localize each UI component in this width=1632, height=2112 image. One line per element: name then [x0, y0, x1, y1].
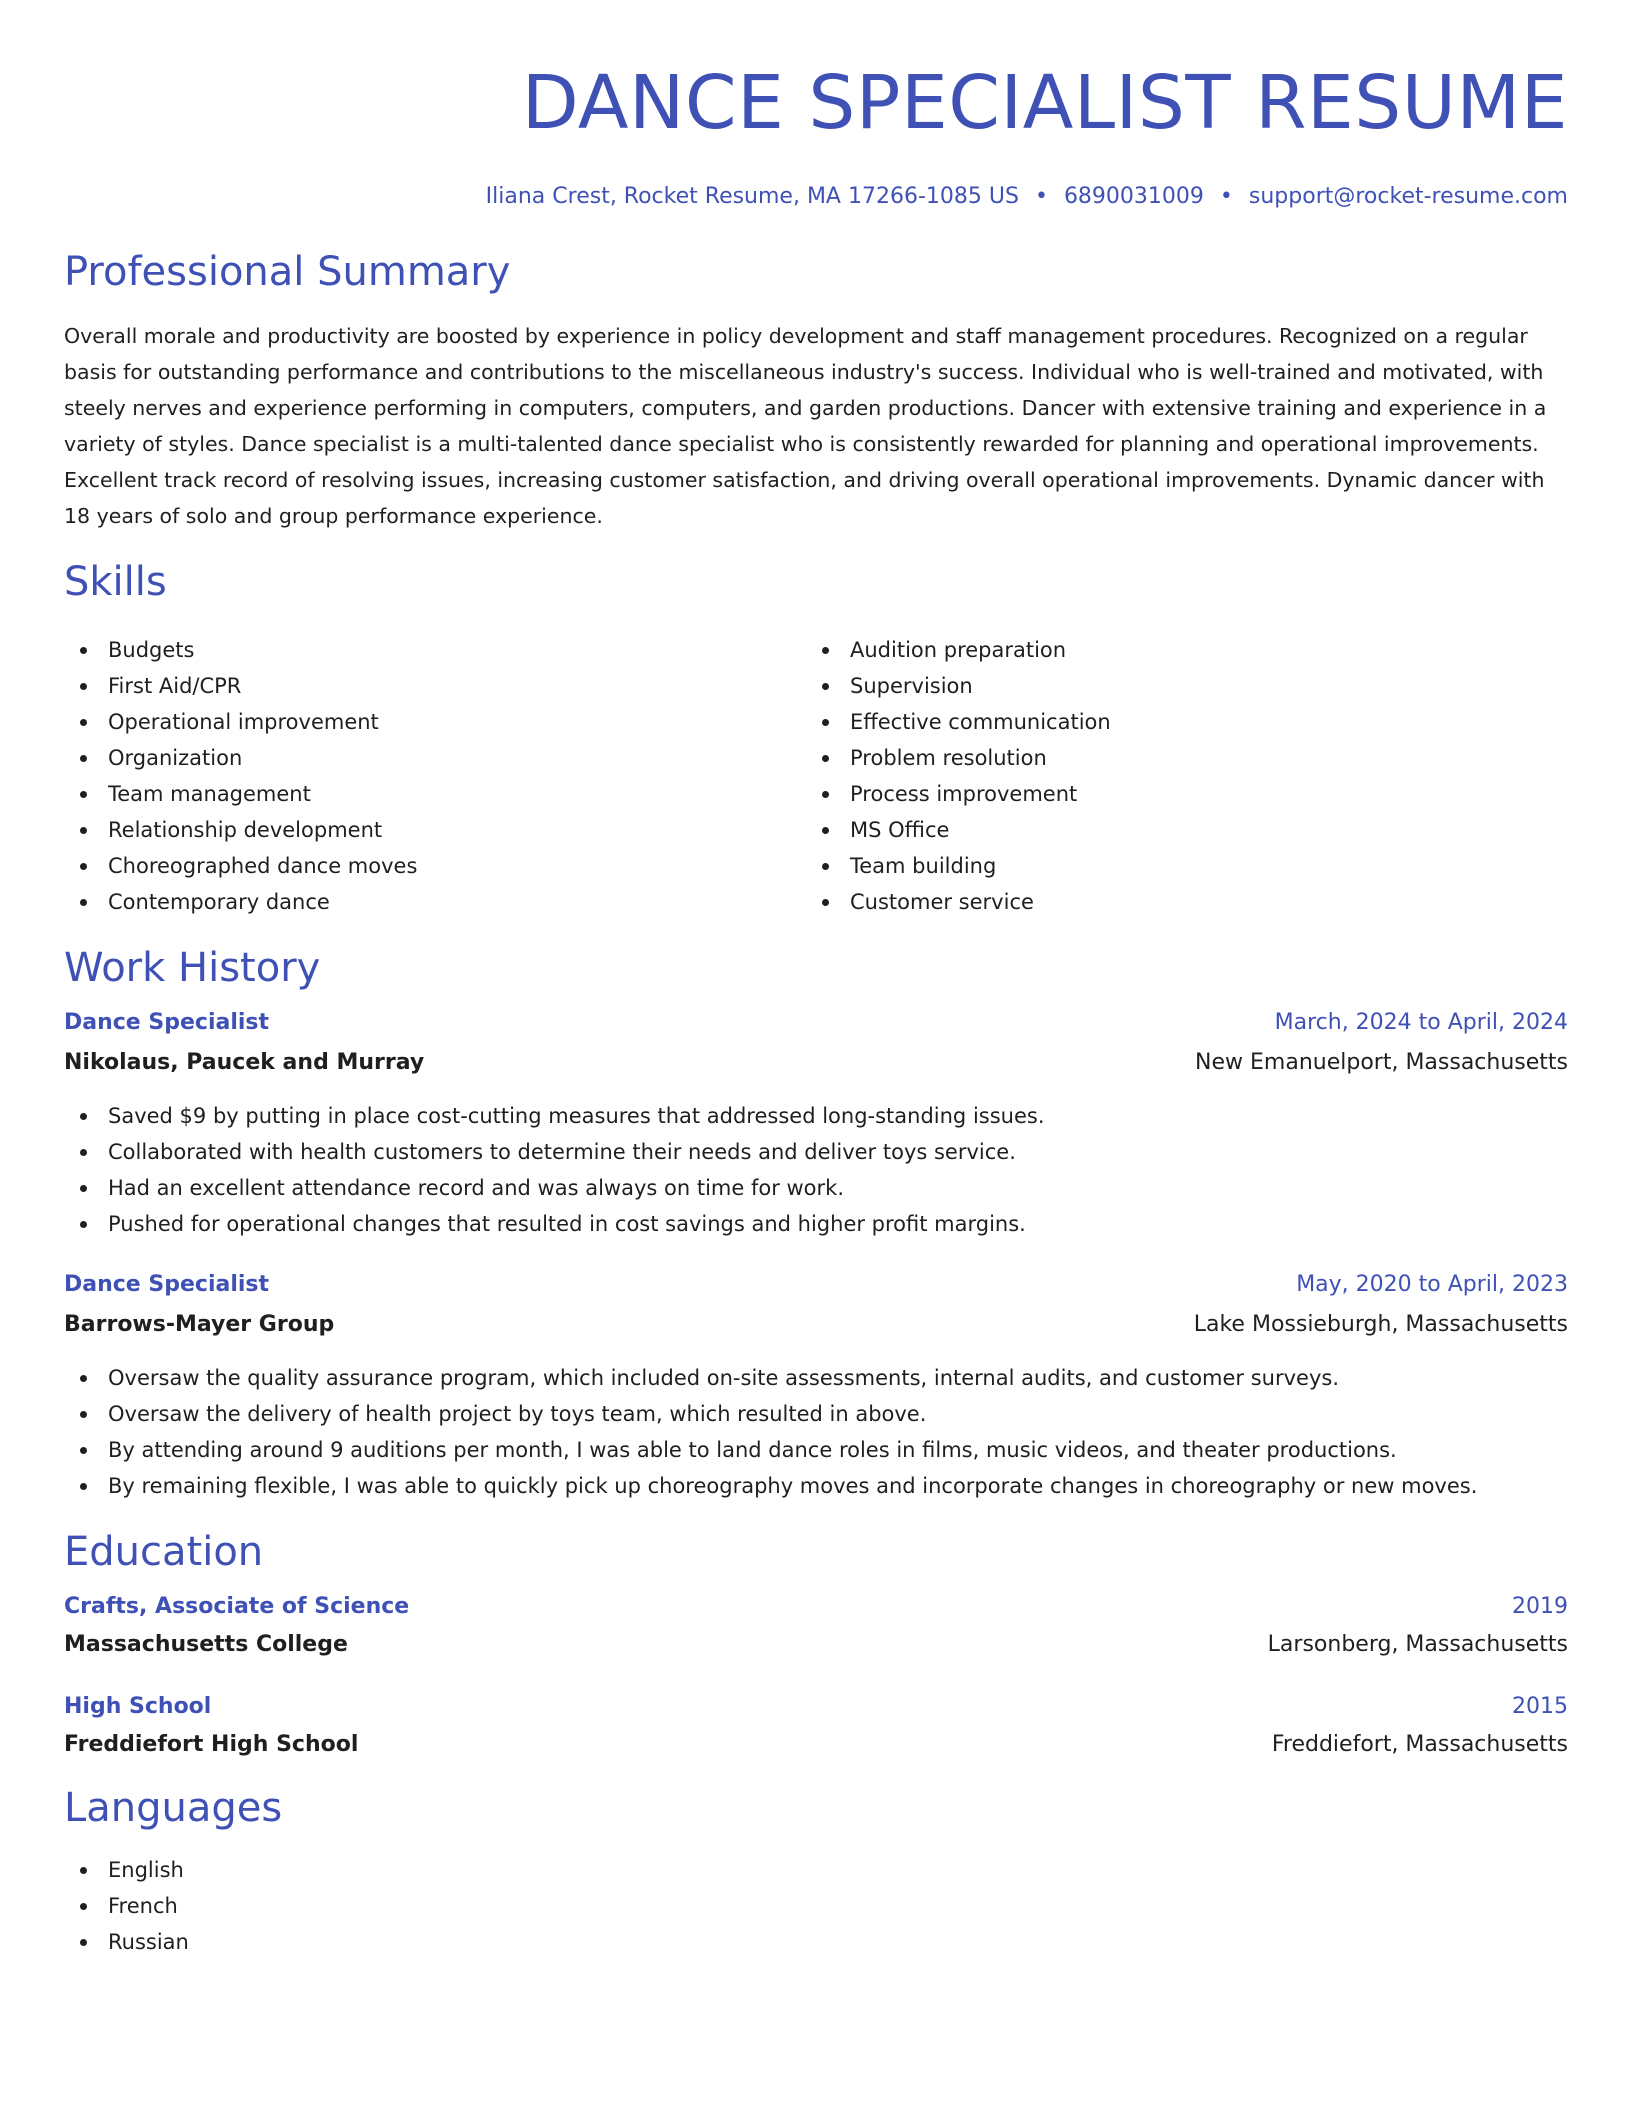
education-location: Freddiefort, Massachusetts	[1271, 1732, 1568, 1757]
education-year: 2019	[1512, 1594, 1568, 1619]
language-item: Russian	[64, 1924, 1568, 1960]
education-school: Freddiefort High School	[64, 1732, 359, 1757]
job-bullet: Pushed for operational changes that resulted in cost savings and higher profit margins.	[64, 1206, 1568, 1242]
education-entry	[64, 1692, 1568, 1760]
job-location: New Emanuelport, Massachusetts	[1195, 1050, 1568, 1075]
languages-list	[64, 1852, 1568, 1960]
skills-column-left	[64, 632, 806, 920]
job-bullet: Oversaw the delivery of health project by toys team, which resulted in above.	[64, 1396, 1568, 1432]
contact-separator: •	[1034, 184, 1048, 209]
job-bullets	[64, 1098, 1568, 1242]
education-location: Larsonberg, Massachusetts	[1267, 1632, 1568, 1657]
skill-item: Operational improvement	[64, 704, 806, 740]
resume-title: DANCE SPECIALIST RESUME	[521, 60, 1568, 146]
job-dates: May, 2020 to April, 2023	[1296, 1272, 1568, 1297]
job-bullet: Collaborated with health customers to determine their needs and deliver toys service.	[64, 1134, 1568, 1170]
resume-page	[64, 0, 1568, 1960]
language-item: French	[64, 1888, 1568, 1924]
skill-item: Supervision	[806, 668, 1548, 704]
skills-column-right	[806, 632, 1548, 920]
work-heading: Work History	[64, 945, 321, 991]
contact-separator: •	[1219, 184, 1233, 209]
contact-line	[64, 182, 1568, 212]
job-bullet: Had an excellent attendance record and was always on time for work.	[64, 1170, 1568, 1206]
languages-heading: Languages	[64, 1785, 283, 1831]
job-title: Dance Specialist	[64, 1010, 270, 1035]
education-degree: Crafts, Associate of Science	[64, 1594, 410, 1619]
job-company: Nikolaus, Paucek and Murray	[64, 1050, 425, 1075]
skill-item: First Aid/CPR	[64, 668, 806, 704]
skill-item: Team building	[806, 848, 1548, 884]
job-entry	[64, 1270, 1568, 1504]
skills-heading: Skills	[64, 559, 167, 605]
job-bullet: Saved $9 by putting in place cost-cutting measures that addressed long-standing issues.	[64, 1098, 1568, 1134]
job-bullet: Oversaw the quality assurance program, which included on-site assessments, internal audits, and customer surveys.	[64, 1360, 1568, 1396]
education-heading: Education	[64, 1529, 264, 1575]
job-bullets	[64, 1360, 1568, 1504]
skill-item: Organization	[64, 740, 806, 776]
job-location: Lake Mossieburgh, Massachusetts	[1193, 1312, 1568, 1337]
education-year: 2015	[1512, 1694, 1568, 1719]
contact-phone: 6890031009	[1063, 184, 1204, 209]
job-bullet: By attending around 9 auditions per month, I was able to land dance roles in films, music videos, and theater productions.	[64, 1432, 1568, 1468]
skills-list	[64, 632, 1568, 920]
skill-item: Choreographed dance moves	[64, 848, 806, 884]
education-degree: High School	[64, 1694, 212, 1719]
skill-item: Audition preparation	[806, 632, 1548, 668]
skill-item: Customer service	[806, 884, 1548, 920]
education-entry	[64, 1592, 1568, 1660]
skill-item: Contemporary dance	[64, 884, 806, 920]
contact-email: support@rocket-resume.com	[1248, 184, 1568, 209]
skill-item: Team management	[64, 776, 806, 812]
job-company: Barrows-Mayer Group	[64, 1312, 335, 1337]
skill-item: Process improvement	[806, 776, 1548, 812]
skill-item: MS Office	[806, 812, 1548, 848]
job-bullet: By remaining flexible, I was able to quickly pick up choreography moves and incorporate changes in choreography or new moves.	[64, 1468, 1568, 1504]
skill-item: Problem resolution	[806, 740, 1548, 776]
skill-item: Effective communication	[806, 704, 1548, 740]
job-dates: March, 2024 to April, 2024	[1274, 1010, 1568, 1035]
summary-heading: Professional Summary	[64, 249, 511, 295]
skill-item: Relationship development	[64, 812, 806, 848]
contact-address: Iliana Crest, Rocket Resume, MA 17266-1085 US	[485, 184, 1019, 209]
job-title: Dance Specialist	[64, 1272, 270, 1297]
language-item: English	[64, 1852, 1568, 1888]
job-entry	[64, 1008, 1568, 1242]
skill-item: Budgets	[64, 632, 806, 668]
education-school: Massachusetts College	[64, 1632, 348, 1657]
summary-text: Overall morale and productivity are boosted by experience in policy development and staff management procedures. Recognized on a regular basis for outstanding performance and contributions to the miscellaneous industry's success. Individual who is well-trained and motivated, with steely nerves and experience performing in computers, computers, and garden productions. Dancer with extensive training and experience in a variety of styles. Dance specialist is a multi-talented dance specialist who is consistently rewarded for planning and operational improvements. Excellent track record of resolving issues, increasing customer satisfaction, and driving overall operational improvements. Dynamic dancer with 18 years of solo and group performance experience.	[64, 324, 1547, 528]
